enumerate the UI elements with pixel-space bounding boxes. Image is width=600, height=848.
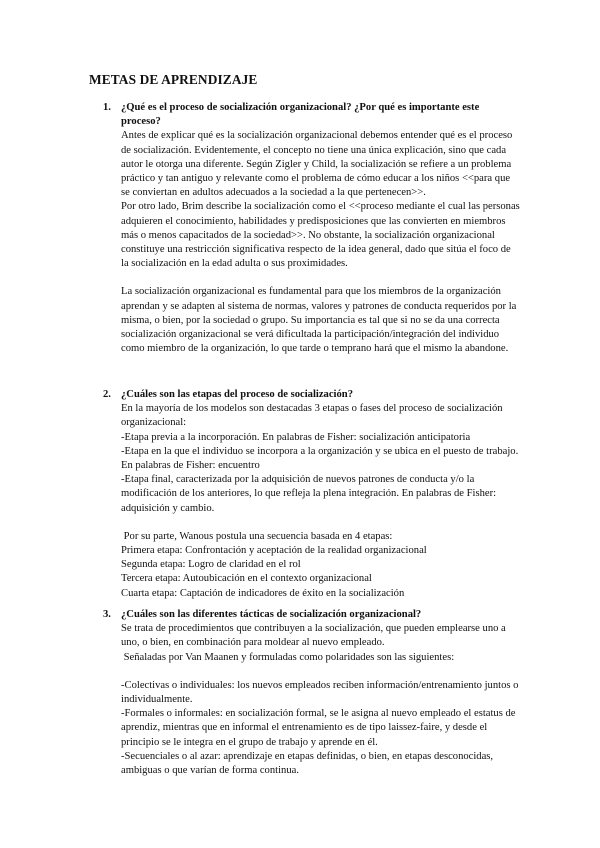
section-number: 2. (103, 389, 111, 400)
section-1 (103, 101, 521, 356)
paragraph: Por su parte, Wanous postula una secuencia basada en 4 etapas: (121, 530, 393, 542)
list-item: Tercera etapa: Autoubicación en el contexto organizacional (121, 573, 372, 585)
list-item: Segunda etapa: Logro de claridad en el rol (121, 559, 301, 571)
section-question: ¿Cuáles son las etapas del proceso de socialización? (121, 389, 353, 400)
list-item: -Colectivas o individuales: los nuevos empleados reciben información/entrenamiento juntos o individualmente. (121, 679, 519, 706)
section-question: ¿Qué es el proceso de socialización organizacional? ¿Por qué es importante este proceso? (121, 102, 480, 128)
section-2 (103, 388, 521, 601)
list-item: -Secuenciales o al azar: aprendizaje en etapas definidas, o bien, en etapas desconocidas, ambiguas o que varían de forma continua. (121, 750, 494, 777)
section-number: 1. (103, 102, 111, 113)
paragraph: Antes de explicar qué es la socialización organizacional debemos entender qué es el proceso de socialización. Evidentemente, el concepto no tiene una única explicación, sino que cada autor le otorga una diferente. Según Zigler y Child, la socialización se refiere a un problema práctico y tan antiguo y relevante como el problema de cómo educar a los niños <<para que se conviertan en adultos adecuados a la sociedad a la que pertenecen>>. (121, 130, 513, 199)
paragraph: La socialización organizacional es fundamental para que los miembros de la organización aprendan y se adapten al sistema de normas, valores y patrones de conducta requeridos por la misma, o bien, por la sociedad o grupo. Su importancia es tal que si no se da una correcta socialización organizacional se verá dificultada la participación/integración del individuo como miembro de la organización, lo que tarde o temprano hará que el mismo la abandone. (121, 286, 517, 355)
list-item: -Etapa previa a la incorporación. En palabras de Fisher: socialización anticipatoria (121, 431, 471, 443)
document-title: METAS DE APRENDIZAJE (89, 72, 258, 87)
paragraph: Señaladas por Van Maanen y formuladas como polaridades son las siguientes: (121, 651, 455, 663)
paragraph: Se trata de procedimientos que contribuyen a la socialización, que pueden emplearse uno a uno, o bien, en combinación para moldear al nuevo empleado. (121, 623, 506, 649)
list-item: -Etapa en la que el individuo se incorpora a la organización y se ubica en el puesto de trabajo. En palabras de Fisher: encuentro (121, 445, 519, 472)
list-item: -Etapa final, caracterizada por la adquisición de nuevos patrones de conducta y/o la modificación de los anteriores, lo que refleja la plena integración. En palabras de Fisher: adquisición y cambio. (121, 474, 497, 514)
list-item: -Formales o informales: en socialización formal, se le asigna al nuevo empleado el estatus de aprendiz, mientras que en informal el entrenamiento es de tipo laissez-faire, y desde el principio se le integra en el grupo de trabajo y aprende en él. (121, 708, 516, 748)
section-3 (103, 608, 521, 778)
list-item: Cuarta etapa: Captación de indicadores de éxito en la socialización (121, 587, 405, 599)
section-number: 3. (103, 609, 111, 620)
list-item: Primera etapa: Confrontación y aceptación de la realidad organizacional (121, 545, 427, 557)
section-question: ¿Cuáles son las diferentes tácticas de socialización organizacional? (121, 609, 422, 620)
paragraph: Por otro lado, Brim describe la socialización como el <<proceso mediante el cual las personas adquieren el conocimiento, habilidades y predisposiciones que las convierten en miembros más o menos capacitados de la sociedad>>. No obstante, la socialización organizacional constituye una restricción significativa respecto de la idea general, dado que sitúa el foco de la socialización en la edad adulta o sus proximidades. (121, 201, 520, 270)
paragraph: En la mayoría de los modelos son destacadas 3 etapas o fases del proceso de socialización organizacional: (121, 403, 503, 429)
